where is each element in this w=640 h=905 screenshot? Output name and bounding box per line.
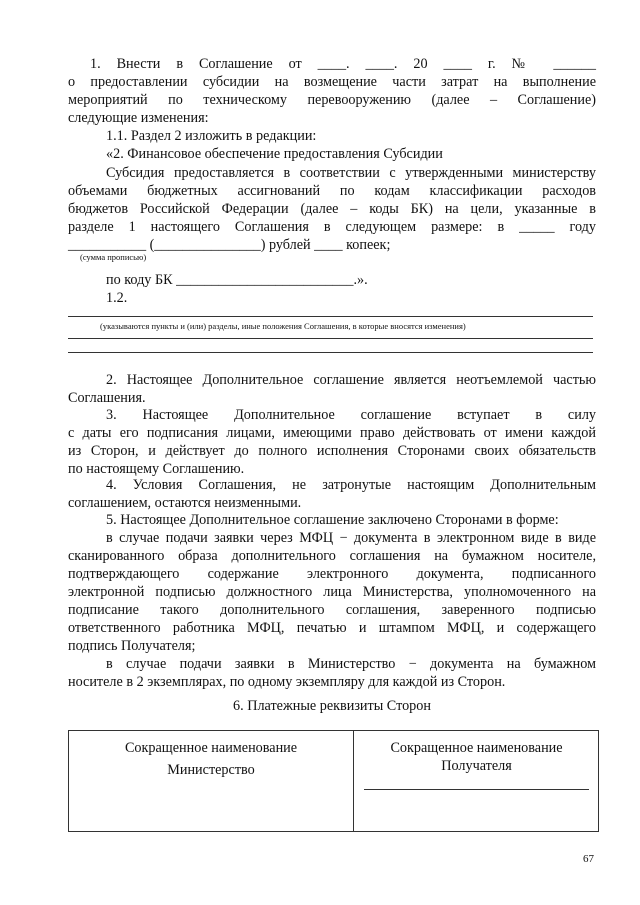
subsidy-line5: ___________ (_______________) рублей ____ копеек;	[68, 237, 391, 253]
mfc-line6: ответственного работника МФЦ, печатью и штампом МФЦ, и содержащего	[68, 620, 596, 636]
item1-line3: мероприятий по техническому перевооружению (далее – Соглашение)	[68, 92, 596, 108]
sum-caption: (сумма прописью)	[80, 252, 147, 262]
mfc-line3: подтверждающего содержание электронного документа, подписанного	[68, 566, 596, 582]
item3-line3: из Сторон, и действует до полного исполнения Сторонами своих обязательств	[68, 443, 596, 459]
item-1-1: 1.1. Раздел 2 изложить в редакции:	[106, 128, 317, 144]
recipient-cell	[354, 739, 599, 790]
ministry-cell-title: Сокращенное наименование	[124, 740, 298, 756]
item3-line2: с даты его подписания лицами, имеющими право действовать от имени каждой	[68, 425, 596, 441]
mfc-line4: электронной подписью должностного лица Министерства, уполномоченного на	[68, 584, 596, 600]
mfc-line7: подпись Получателя;	[68, 638, 196, 654]
section6-title: 6. Платежные реквизиты Сторон	[233, 698, 431, 714]
subsidy-line3: бюджетов Российской Федерации (далее – коды БК) на цели, указанные в	[68, 201, 596, 217]
page-number: 67	[583, 853, 594, 865]
changes-rule-2	[68, 338, 593, 339]
changes-rule-1	[68, 316, 593, 317]
changes-caption: (указываются пункты и (или) разделы, иные положения Соглашения, в которые вносятся изменения)	[100, 321, 466, 331]
subsidy-line4: разделе 1 настоящего Соглашения в следующем размере: в _____ году	[68, 219, 596, 235]
item2-line1: 2. Настоящее Дополнительное соглашение является неотъемлемой частью	[106, 372, 596, 388]
requisites-table	[68, 730, 599, 832]
mfc-line2: сканированного образа дополнительного соглашения на бумажном носителе,	[68, 548, 596, 564]
ministry-line2: носителе в 2 экземплярах, по одному экземпляру для каждой из Сторон.	[68, 674, 506, 690]
subsidy-line1: Субсидия предоставляется в соответствии с утвержденными министерству	[106, 165, 596, 181]
mfc-line1: в случае подачи заявки через МФЦ − документа в электронном виде в виде	[106, 530, 596, 546]
item1-line4: следующие изменения:	[68, 110, 209, 126]
section2-title: «2. Финансовое обеспечение предоставления Субсидии	[106, 146, 443, 162]
bk-line: по коду БК _________________________.».	[106, 272, 368, 288]
item4-line2: соглашением, остаются неизменными.	[68, 495, 302, 511]
recipient-cell-title: Сокращенное наименование	[390, 740, 563, 756]
item1-line1: 1. Внести в Соглашение от ____. ____. 20 ____ г. № ______	[90, 56, 596, 72]
item5-line1: 5. Настоящее Дополнительное соглашение заключено Сторонами в форме:	[106, 512, 559, 528]
ministry-cell-name: Министерство	[167, 762, 255, 778]
item4-line1: 4. Условия Соглашения, не затронутые настоящим Дополнительным	[106, 477, 596, 493]
ministry-cell	[69, 739, 353, 779]
ministry-line1: в случае подачи заявки в Министерство − документа на бумажном	[106, 656, 596, 672]
item3-line4: по настоящему Соглашению.	[68, 461, 245, 477]
item-1-2: 1.2.	[106, 290, 128, 306]
subsidy-line2: объемами бюджетных ассигнований по кодам классификации расходов	[68, 183, 596, 199]
item3-line1: 3. Настоящее Дополнительное соглашение вступает в силу	[106, 407, 596, 423]
item2-line2: Соглашения.	[68, 390, 146, 406]
recipient-name-line	[364, 789, 589, 790]
changes-rule-3	[68, 352, 593, 353]
mfc-line5: подписание такого дополнительного соглашения, заверенного подписью	[68, 602, 596, 618]
recipient-cell-name: Получателя	[441, 758, 512, 774]
item1-line2: о предоставлении субсидии на возмещение части затрат на выполнение	[68, 74, 596, 90]
